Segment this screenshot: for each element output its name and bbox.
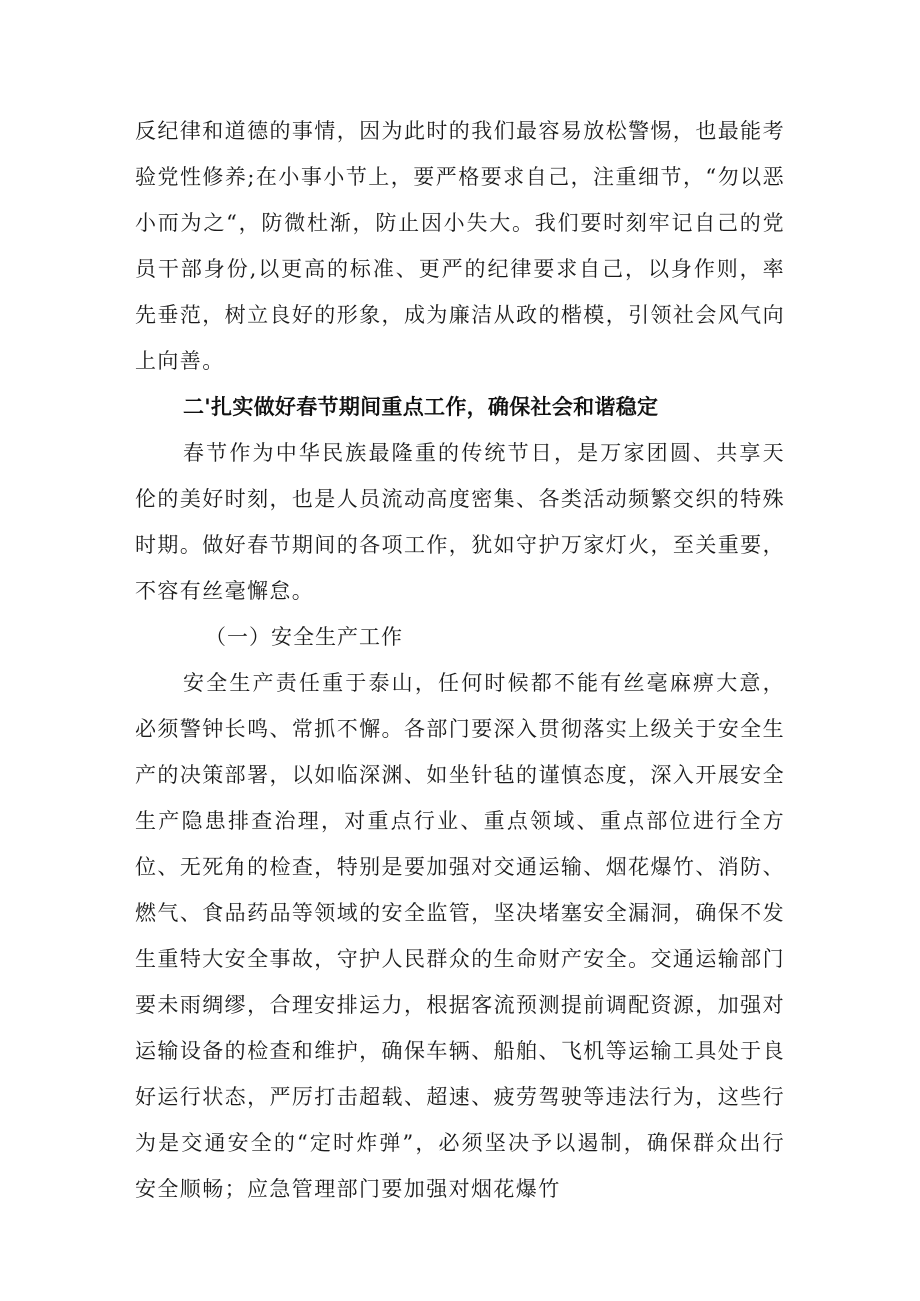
- document-body: [135, 108, 785, 1212]
- paragraph-safety-production: 安全生产责任重于泰山，任何时候都不能有丝毫麻痹大意，必须警钟长鸣、常抓不懈。各部门要深入贯彻落实上级关于安全生产的决策部署，以如临深渊、如坐针毡的谨慎态度，深入开展安全生产隐患排查治理，对重点行业、重点领域、重点部位进行全方位、无死角的检查，特别是要加强对交通运输、烟花爆竹、消防、燃气、食品药品等领域的安全监管，坚决堵塞安全漏洞，确保不发生重特大安全事故，守护人民群众的生命财产安全。交通运输部门要未雨绸缪，合理安排运力，根据客流预测提前调配资源，加强对运输设备的检查和维护，确保车辆、船舶、飞机等运输工具处于良好运行状态，严厉打击超载、超速、疲劳驾驶等违法行为，这些行为是交通安全的“定时炸弹”，必须坚决予以遏制，确保群众出行安全顺畅；应急管理部门要加强对烟花爆竹: [135, 671, 785, 1201]
- subsection-heading-safety: （一）安全生产工作: [205, 625, 403, 649]
- section-heading-2: 二'扎实做好春节期间重点工作，确保社会和谐稳定: [183, 395, 659, 419]
- paragraph-continuation: 反纪律和道德的事情，因为此时的我们最容易放松警惕，也最能考验党性修养;在小事小节上，要严格要求自己，注重细节，“勿以恶小而为之“，防微杜渐，防止因小失大。我们要时刻牢记自己的党员干部身份,以更高的标准、更严的纪律要求自己，以身作则，率先垂范，树立良好的形象，成为廉洁从政的楷模，引领社会风气向上向善。: [135, 119, 785, 373]
- paragraph-spring-festival: 春节作为中华民族最隆重的传统节日，是万家团圆、共享天伦的美好时刻，也是人员流动高度密集、各类活动频繁交织的特殊时期。做好春节期间的各项工作，犹如守护万家灯火，至关重要，不容有丝毫懈怠。: [135, 441, 785, 603]
